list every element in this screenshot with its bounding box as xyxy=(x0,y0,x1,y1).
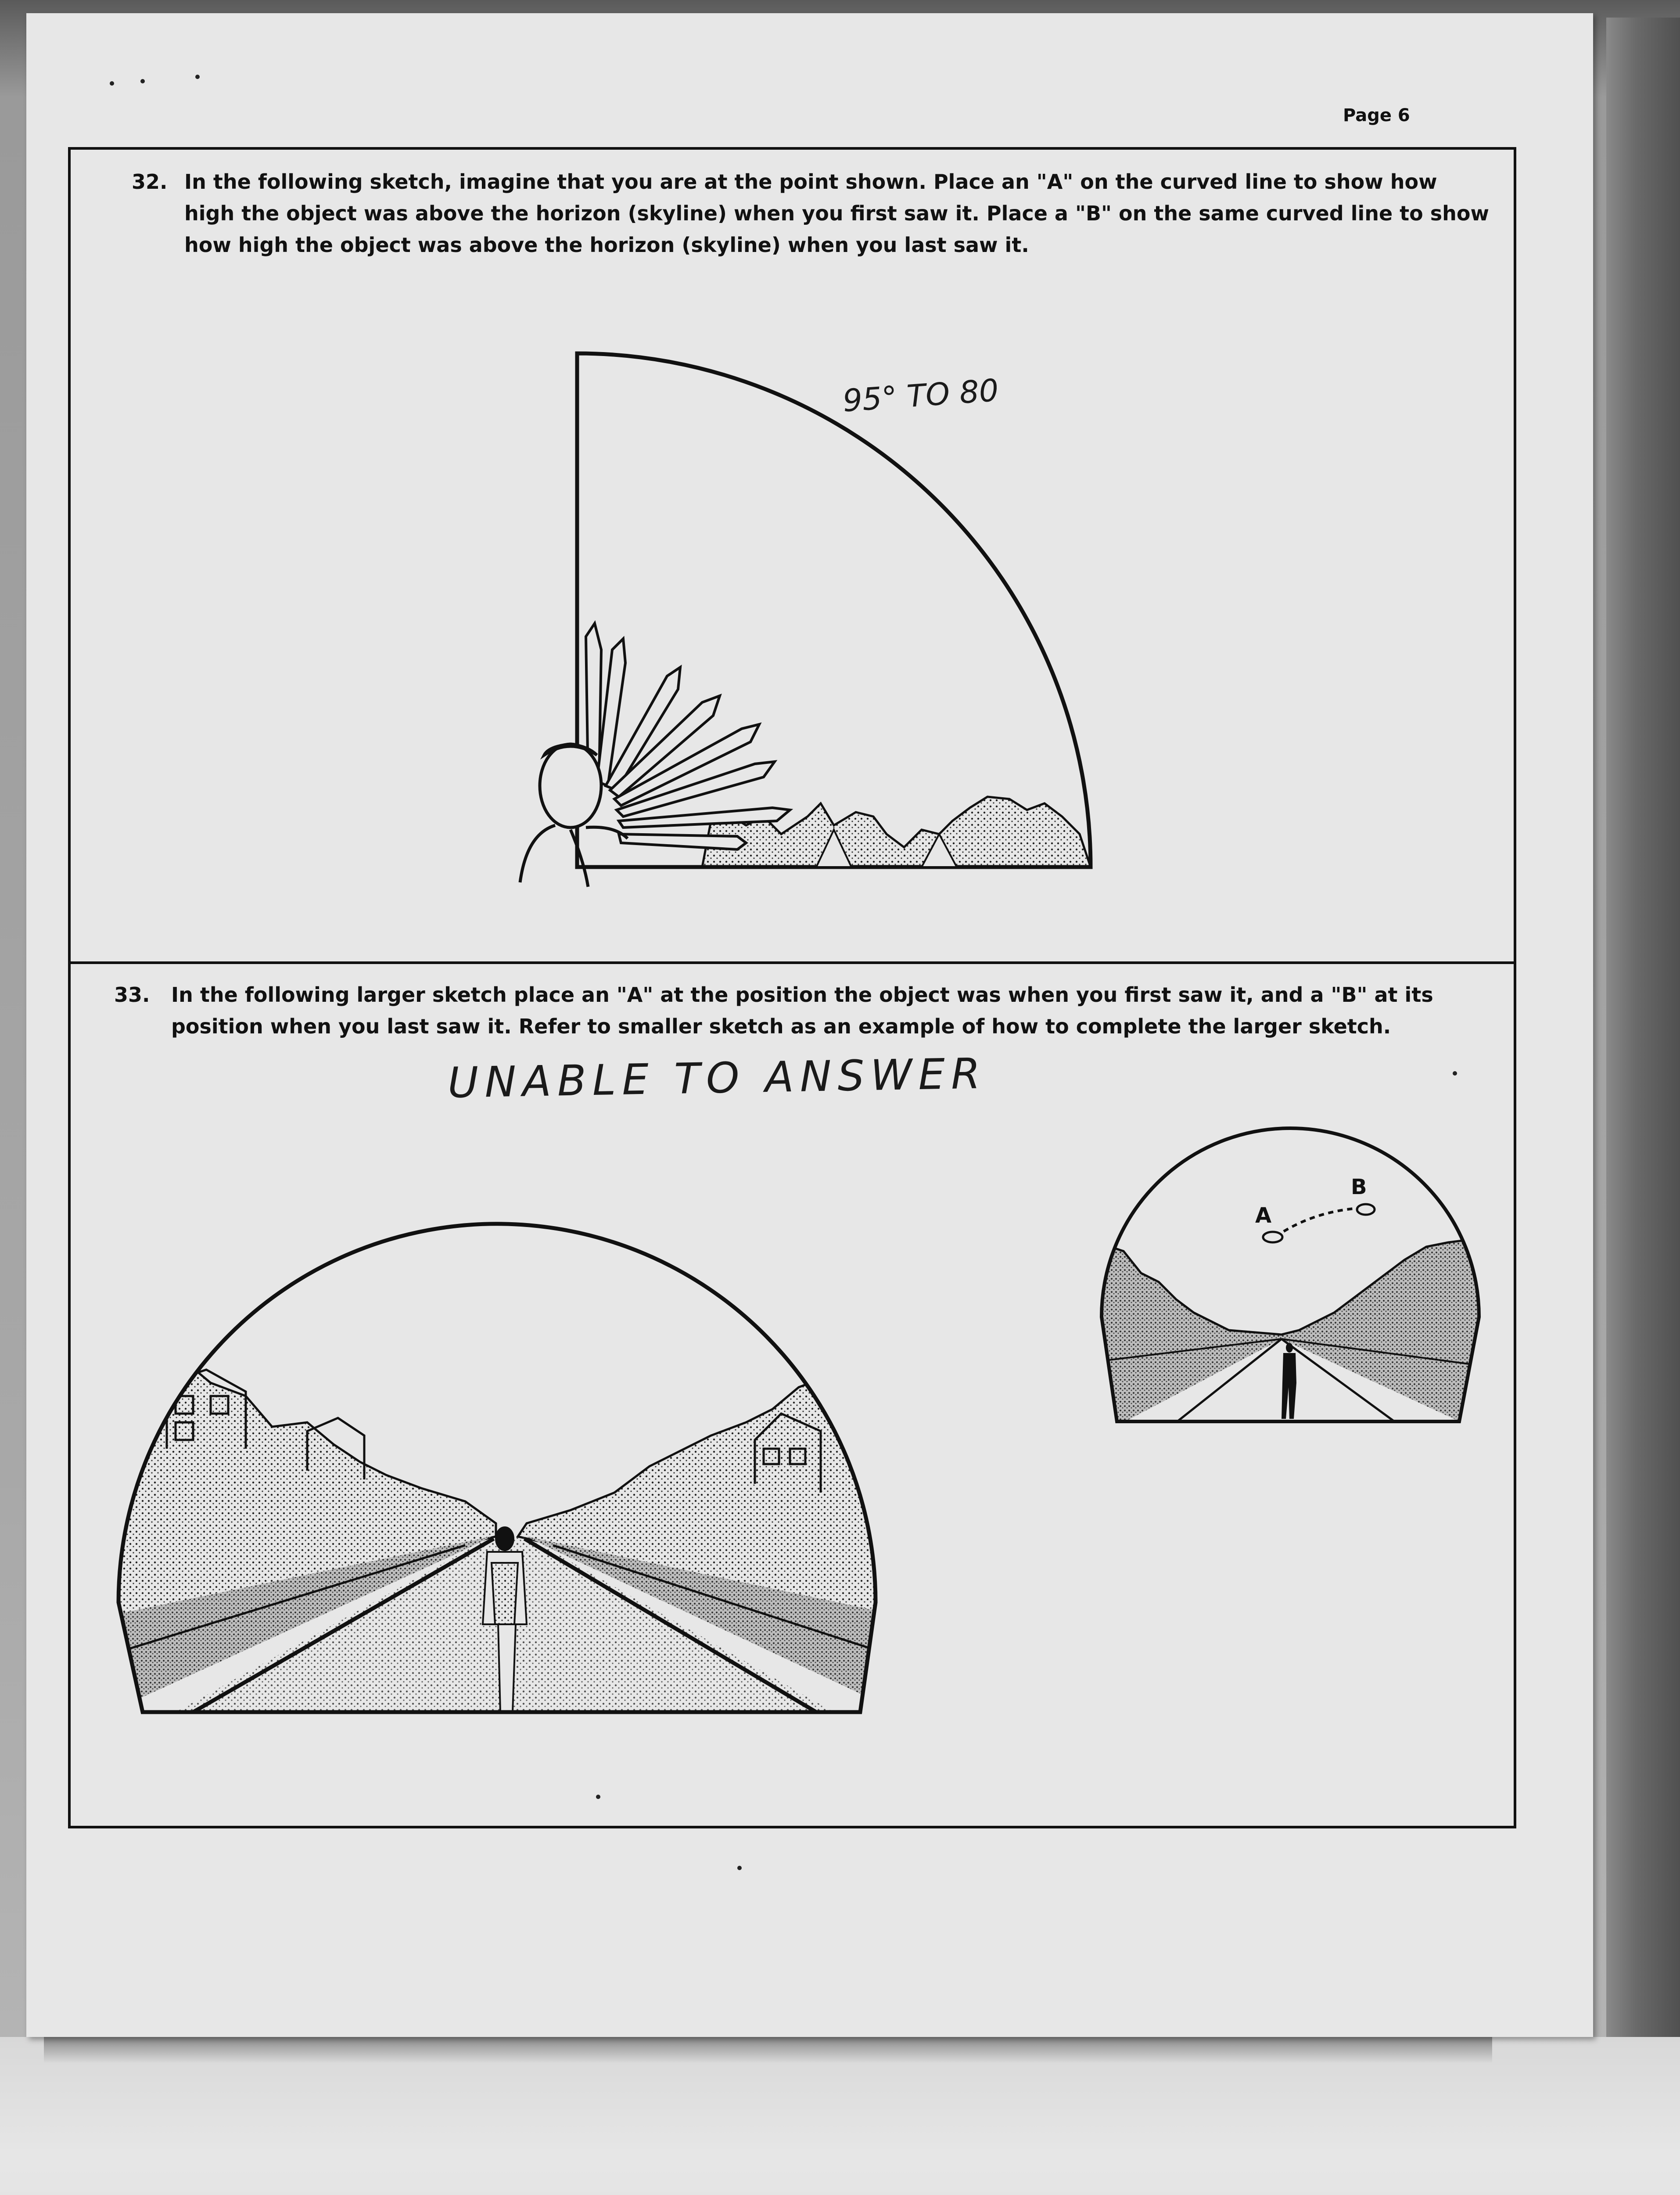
question-33-text: In the following larger sketch place an "A" at the position the object was when you first saw it, and a "B" at its position when you last saw it. Refer to smaller sketch as an example of how to complete the larger sketch. xyxy=(171,983,1433,1038)
handwritten-unable-note: UNABLE TO ANSWER xyxy=(447,1049,987,1108)
quarter-circle-sketch xyxy=(520,353,1091,887)
example-label-a: A xyxy=(1255,1203,1272,1228)
question-33-number: 33. xyxy=(114,983,150,1007)
handwritten-angle-note: 95° TO 80 xyxy=(841,372,1000,419)
small-example-sketch xyxy=(1097,1128,1492,1431)
scan-speck xyxy=(1453,1071,1457,1076)
scan-speck xyxy=(737,1866,742,1870)
large-dome-sketch xyxy=(110,1141,900,1721)
scan-speck xyxy=(110,81,114,86)
scan-speck xyxy=(140,79,145,83)
page-number: Page 6 xyxy=(1343,105,1410,126)
question-32-text: In the following sketch, imagine that you are at the point shown. Place an "A" on the curved line to show how high the object was above the horizon (skyline) when you first saw it. Place a "B" on the same curved line to show how high the object was above the horizon (skyline) when you last saw it. xyxy=(184,170,1490,257)
question-32-number: 32. xyxy=(132,170,168,194)
scan-speck xyxy=(195,75,200,79)
scan-speck xyxy=(596,1795,600,1799)
example-label-b: B xyxy=(1351,1175,1367,1199)
